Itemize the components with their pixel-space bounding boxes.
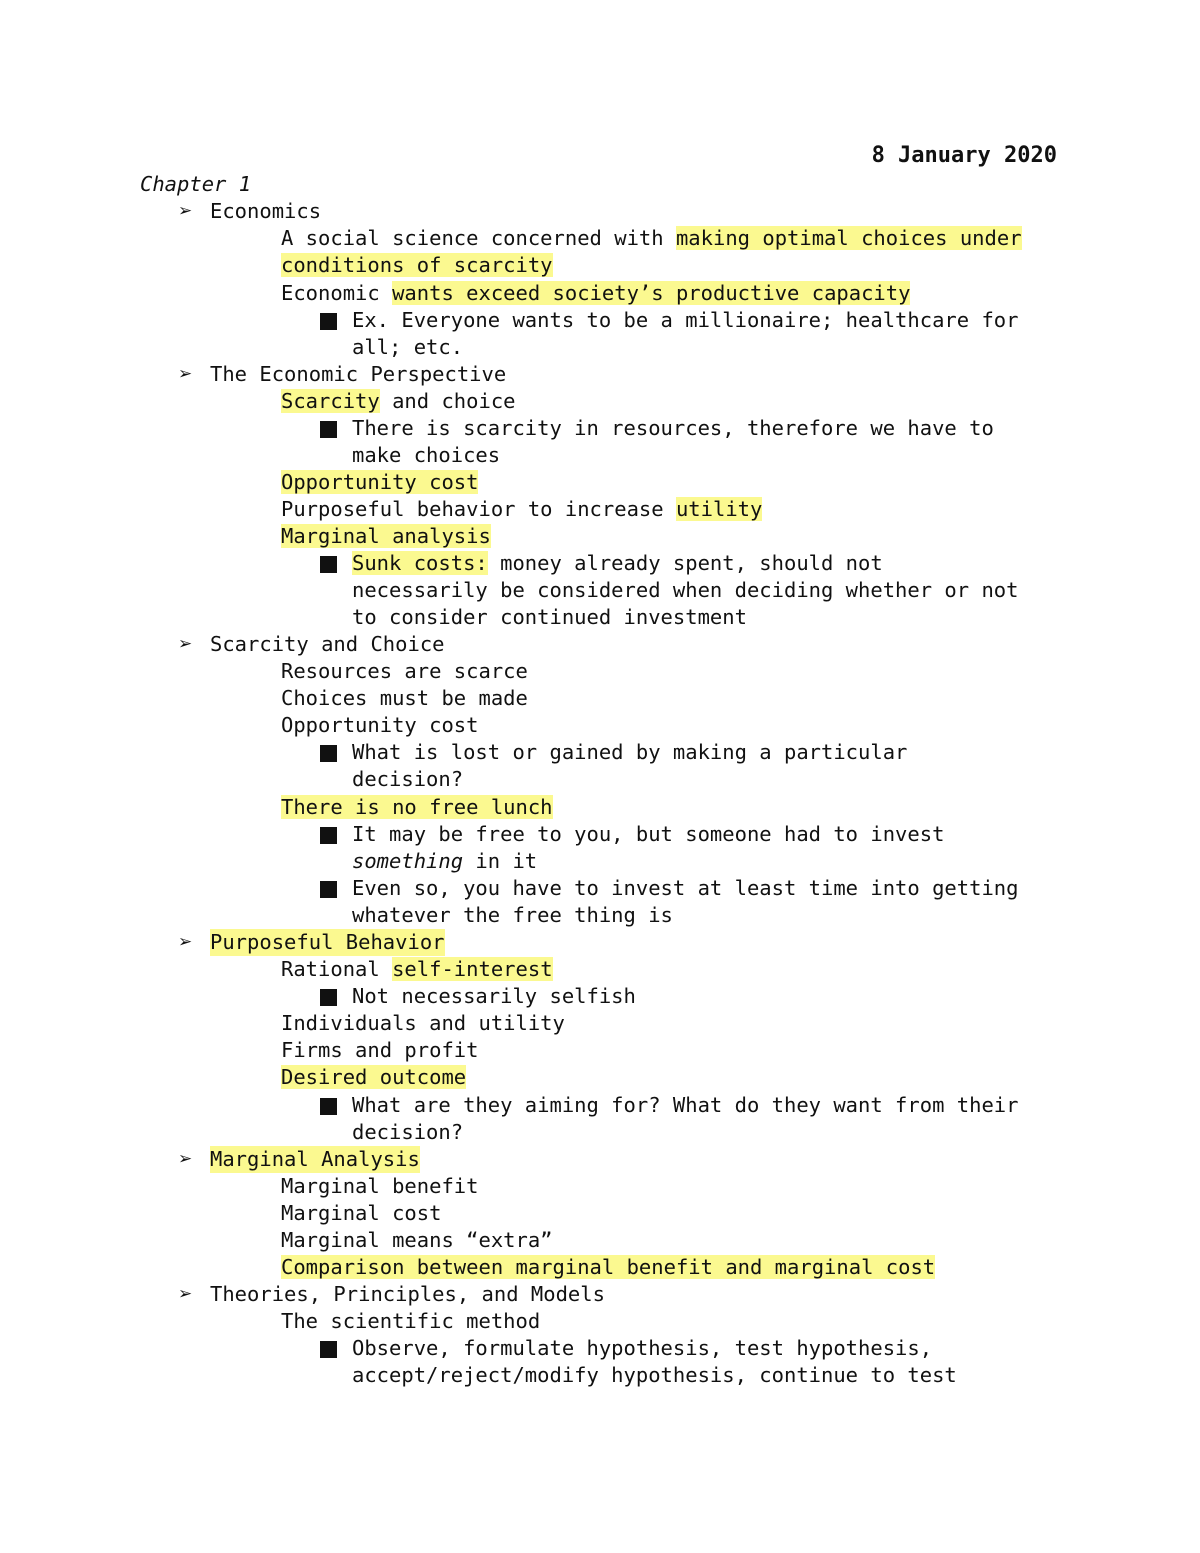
note-line: Marginal benefit	[281, 1174, 479, 1198]
section-heading: The Economic Perspective	[210, 362, 507, 386]
note-line: Individuals and utility	[281, 1011, 565, 1035]
sub-note-cont: necessarily be considered when deciding whether or not	[352, 578, 1019, 602]
square-bullet-icon	[320, 556, 337, 573]
section-heading: Economics	[210, 199, 322, 223]
note-line	[281, 523, 491, 550]
note-line: Purposeful behavior to increase utility	[281, 497, 763, 521]
sub-note-cont: all; etc.	[352, 335, 464, 359]
highlighted-text: Desired outcome	[281, 1065, 467, 1089]
note-line	[281, 252, 553, 279]
note-line: Scarcity and choice	[281, 389, 516, 413]
note-line: Economic wants exceed society’s productive capacity	[281, 281, 911, 305]
highlighted-text: Scarcity	[281, 389, 380, 413]
highlighted-text: conditions of scarcity	[281, 253, 553, 277]
note-line: A social science concerned with making optimal choices under	[281, 226, 1022, 250]
note-line: Marginal cost	[281, 1201, 442, 1225]
arrow-bullet-icon: ➢	[178, 201, 193, 221]
chapter-title: Chapter 1	[140, 172, 252, 196]
section-heading: Theories, Principles, and Models	[210, 1282, 605, 1306]
square-bullet-icon	[320, 745, 337, 762]
sub-note-cont: to consider continued investment	[352, 605, 747, 629]
note-line: Rational self-interest	[281, 957, 553, 981]
highlighted-text: Comparison between marginal benefit and marginal cost	[281, 1255, 936, 1279]
square-bullet-icon	[320, 421, 337, 438]
notes-page: 8 January 2020 Chapter 1 ➢ Economics A social science concerned with making optimal choices under conditions of scarcity Economic wants exceed society’s productive capacity Ex. Everyone wants to be a millionaire; healthcare for all; etc. ➢ The Economic Perspective Scarcity and choice There is scarcity in resources, therefore we have to make choices Opportunity cost Purposeful behavior to increase utility Marginal analysis Sunk costs: money already spent, should not necessarily be considered when deciding whether or not to consider continued investment ➢ Scarcity and Choice Resources are scarce Choices must be made Opportunity cost What is lost or gained by making a particular decision? There is no free lunch It may be free to you, but someone had to invest something in it Even so, you have to invest at least time into getting whatever the free thing is ➢ Purposeful Behavior Rational self-interest Not necessarily selfish Individuals and utility Firms and profit Desired outcome What are they aiming for? What do they want from their decision? ➢ Marginal Analysis Marginal benefit Marginal cost Marginal means “extra” Comparison between marginal benefit and marginal cost ➢ Theories, Principles, and Models The scientific method Observe, formulate hypothesis, test hypothesis, accept/reject/modify hypothesis, continue to test	[140, 143, 1057, 1387]
section-heading: Purposeful Behavior	[210, 930, 445, 954]
highlighted-text: Sunk costs:	[352, 551, 488, 575]
sub-note-cont: decision?	[352, 1120, 464, 1144]
square-bullet-icon	[320, 881, 337, 898]
highlighted-text: utility	[675, 497, 763, 521]
square-bullet-icon	[320, 1098, 337, 1115]
arrow-bullet-icon: ➢	[178, 1284, 193, 1304]
note-line: Marginal means “extra”	[281, 1228, 553, 1252]
note-line	[281, 469, 478, 496]
note-line: Resources are scarce	[281, 659, 528, 683]
arrow-bullet-icon: ➢	[178, 364, 193, 384]
highlighted-text: Marginal analysis	[281, 524, 491, 548]
note-line: Opportunity cost	[281, 713, 479, 737]
section-heading: Marginal Analysis	[210, 1147, 420, 1171]
note-line	[281, 1064, 466, 1091]
note-line: The scientific method	[281, 1309, 541, 1333]
arrow-bullet-icon: ➢	[178, 634, 193, 654]
highlighted-text: There is no free lunch	[281, 795, 553, 819]
sub-note-cont: make choices	[352, 443, 501, 467]
highlighted-text: Opportunity cost	[281, 470, 479, 494]
sub-note-cont: decision?	[352, 767, 464, 791]
note-line	[281, 794, 553, 821]
square-bullet-icon	[320, 1341, 337, 1358]
highlighted-text: making optimal choices under	[675, 226, 1022, 250]
emphasis-text: something	[352, 849, 464, 873]
sub-note-cont: something in it	[352, 849, 538, 873]
square-bullet-icon	[320, 989, 337, 1006]
note-line: Choices must be made	[281, 686, 528, 710]
arrow-bullet-icon: ➢	[178, 932, 193, 952]
square-bullet-icon	[320, 313, 337, 330]
date-heading: 8 January 2020	[871, 143, 1057, 168]
note-line: Firms and profit	[281, 1038, 479, 1062]
section-heading: Scarcity and Choice	[210, 632, 445, 656]
sub-note-cont: accept/reject/modify hypothesis, continue to test	[352, 1363, 957, 1387]
arrow-bullet-icon: ➢	[178, 1149, 193, 1169]
note-line	[281, 1254, 935, 1281]
sub-note-cont: whatever the free thing is	[352, 903, 673, 927]
highlighted-text: wants exceed society’s productive capacity	[392, 281, 911, 305]
square-bullet-icon	[320, 827, 337, 844]
highlighted-text: self-interest	[392, 957, 553, 981]
